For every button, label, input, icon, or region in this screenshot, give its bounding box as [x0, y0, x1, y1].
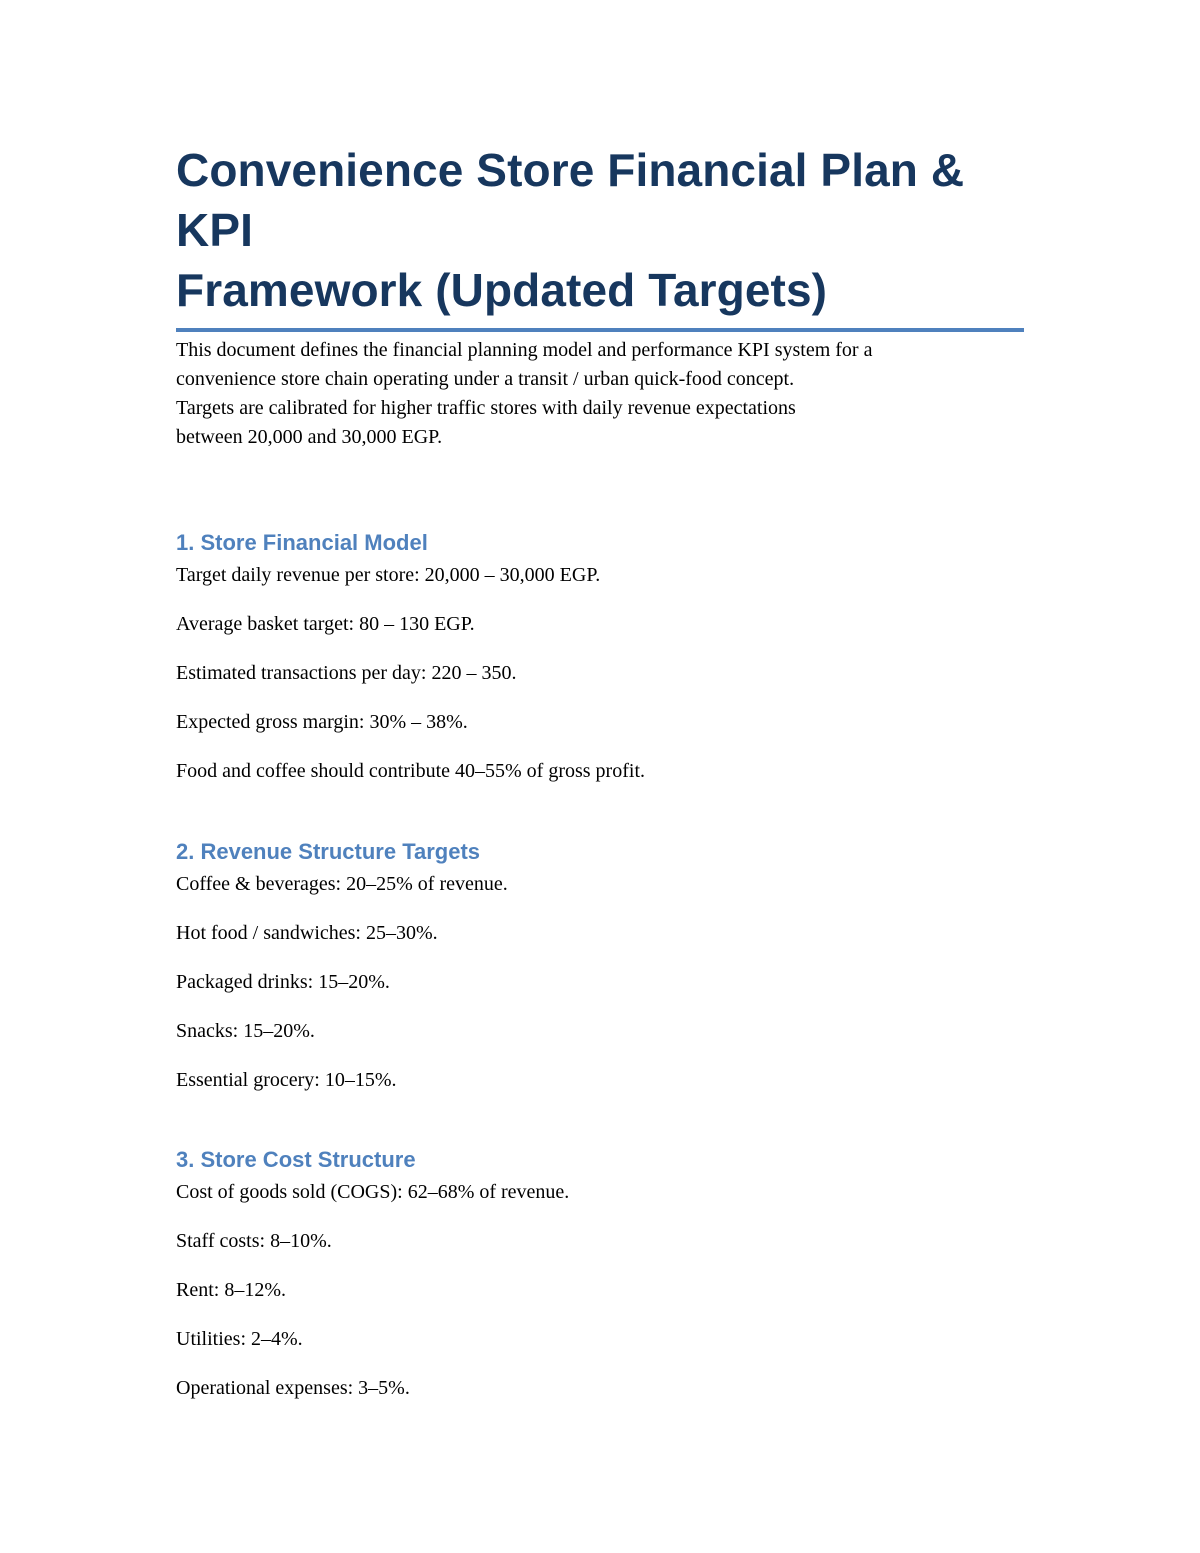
- title-line-1: Convenience Store Financial Plan & KPI: [176, 144, 965, 256]
- section-store-cost-structure: [176, 1146, 1024, 1423]
- intro-line: convenience store chain operating under a transit / urban quick-food concept.: [176, 368, 795, 390]
- section-item: Coffee & beverages: 20–25% of revenue.: [176, 873, 508, 895]
- section-item: Expected gross margin: 30% – 38%.: [176, 711, 468, 733]
- section-item: Food and coffee should contribute 40–55% of gross profit.: [176, 760, 645, 782]
- section-item: Average basket target: 80 – 130 EGP.: [176, 613, 475, 635]
- section-item: Rent: 8–12%.: [176, 1279, 286, 1301]
- section-item: Staff costs: 8–10%.: [176, 1230, 332, 1252]
- intro-line: between 20,000 and 30,000 EGP.: [176, 426, 443, 448]
- section-heading: 1. Store Financial Model: [176, 530, 428, 555]
- section-item: Essential grocery: 10–15%.: [176, 1069, 397, 1091]
- section-store-financial-model: [176, 529, 1024, 806]
- section-heading: 3. Store Cost Structure: [176, 1147, 416, 1172]
- section-heading: 2. Revenue Structure Targets: [176, 839, 481, 864]
- document-content: [176, 140, 1024, 1399]
- section-item: Snacks: 15–20%.: [176, 1020, 315, 1042]
- document-title: [176, 140, 1024, 320]
- section-item: Packaged drinks: 15–20%.: [176, 971, 390, 993]
- intro-line: Targets are calibrated for higher traffic stores with daily revenue expectations: [176, 397, 796, 419]
- intro-paragraph: [176, 336, 1024, 452]
- section-item: Hot food / sandwiches: 25–30%.: [176, 922, 438, 944]
- section-item: Estimated transactions per day: 220 – 350.: [176, 662, 517, 684]
- section-item: Target daily revenue per store: 20,000 – 30,000 EGP.: [176, 564, 601, 586]
- section-item: Operational expenses: 3–5%.: [176, 1377, 410, 1399]
- section-revenue-structure-targets: [176, 838, 1024, 1115]
- section-item: Cost of goods sold (COGS): 62–68% of revenue.: [176, 1181, 570, 1203]
- title-underline-rule: [176, 328, 1024, 332]
- section-item: Utilities: 2–4%.: [176, 1328, 303, 1350]
- intro-line: This document defines the financial planning model and performance KPI system for a: [176, 339, 873, 361]
- title-line-2: Framework (Updated Targets): [176, 264, 828, 316]
